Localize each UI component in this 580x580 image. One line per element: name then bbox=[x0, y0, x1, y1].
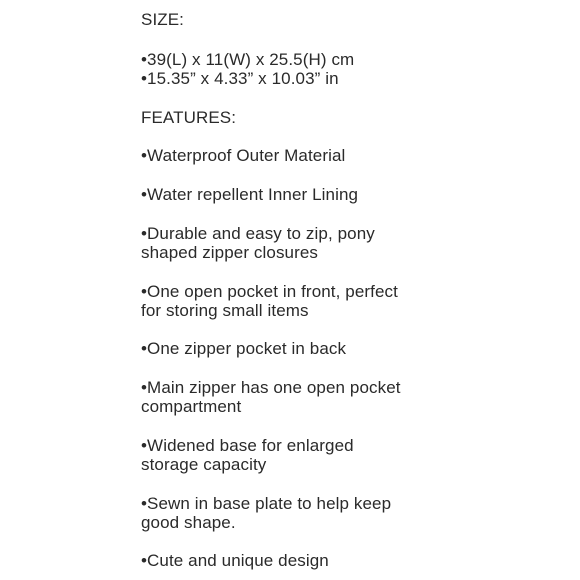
size-metric: •39(L) x 11(W) x 25.5(H) cm bbox=[141, 50, 355, 69]
feature-cute-design: •Cute and unique design bbox=[141, 551, 329, 570]
feature-base-plate-cont: good shape. bbox=[141, 513, 236, 532]
feature-front-pocket-cont: for storing small items bbox=[141, 301, 309, 320]
feature-front-pocket: •One open pocket in front, perfect bbox=[141, 282, 398, 301]
feature-widened-base-cont: storage capacity bbox=[141, 455, 267, 474]
size-heading: SIZE: bbox=[141, 10, 185, 29]
feature-main-zipper: •Main zipper has one open pocket bbox=[141, 378, 401, 397]
feature-main-zipper-cont: compartment bbox=[141, 397, 242, 416]
feature-base-plate: •Sewn in base plate to help keep bbox=[141, 494, 392, 513]
features-heading: FEATURES: bbox=[141, 108, 237, 127]
feature-water-repellent-lining: •Water repellent Inner Lining bbox=[141, 185, 359, 204]
size-imperial: •15.35” x 4.33” x 10.03” in bbox=[141, 69, 339, 88]
feature-back-pocket: •One zipper pocket in back bbox=[141, 339, 347, 358]
feature-durable-zip: •Durable and easy to zip, pony bbox=[141, 224, 375, 243]
feature-widened-base: •Widened base for enlarged bbox=[141, 436, 354, 455]
feature-durable-zip-cont: shaped zipper closures bbox=[141, 243, 319, 262]
feature-waterproof-outer: •Waterproof Outer Material bbox=[141, 146, 346, 165]
